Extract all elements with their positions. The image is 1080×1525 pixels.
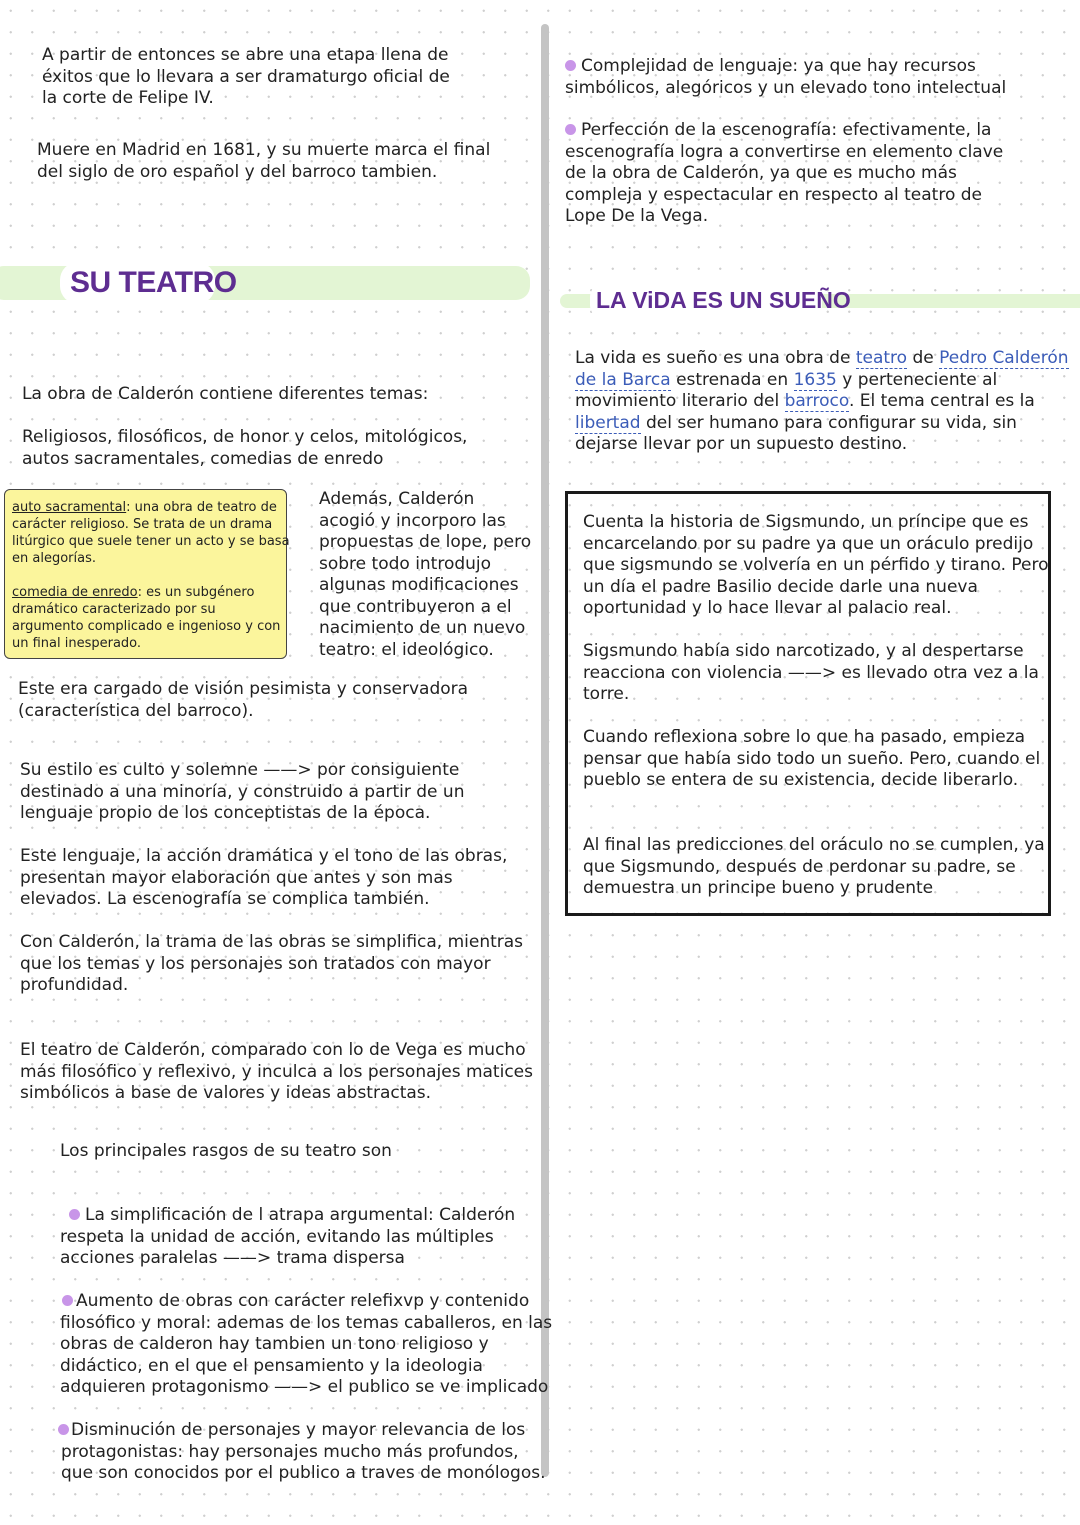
rasgos-intro: Los principales rasgos de su teatro son: [60, 1141, 392, 1161]
intro-paragraph: A partir de entonces se abre una etapa llena de éxitos que lo llevara a ser dramaturgo oficial de la corte de Felipe IV.: [42, 45, 450, 108]
rasgo-bullet-aumento: Aumento de obras con carácter relefixvp y contenido filosófico y moral: ademas de los temas caballeros, en las obras de calderon hay tambien un tono religioso y didáctico, en el que el pensamiento y la ideologia adquieren protagonismo ——> el publico se ve implicado: [60, 1291, 553, 1397]
link-de-la-barca[interactable]: de la Barca: [575, 369, 671, 390]
pesimista-paragraph: Este era cargado de visión pesimista y conservadora (característica del barroco).: [18, 679, 469, 721]
bullet-dot-icon: [62, 1295, 73, 1306]
lenguaje-paragraph: Este lenguaje, la acción dramática y el tono de las obras, presentan mayor elaboración que antes y son mas elevados. La escenografía se complica también.: [20, 846, 508, 909]
story-paragraph-4: Al final las predicciones del oráculo no se cumplen, ya que Sigsmundo, después de perdonar su padre, se demuestra un principe bueno y prudente: [583, 835, 1045, 898]
link-libertad[interactable]: libertad: [575, 412, 641, 433]
link-1635[interactable]: 1635: [793, 369, 837, 390]
ademas-paragraph: Además, Calderón acogió y incorporo las propuestas de lope, pero sobre todo introdujo algunas modificaciones que contribuyeron a el nacimiento de un nuevo teatro: el ideológico.: [319, 489, 532, 660]
column-divider: [541, 24, 549, 1477]
death-paragraph: Muere en Madrid en 1681, y su muerte marca el final del siglo de oro español y del barroco tambien.: [37, 140, 491, 182]
bullet-dot-icon: [565, 60, 576, 71]
section-heading-su-teatro: SU TEATRO: [70, 266, 237, 299]
story-paragraph-1: Cuenta la historia de Sigsmundo, un príncipe que es encarcelando por su padre ya que un oráculo predijo que sigsmundo se volvería en un pérfido y tirano. Pero un día el padre Basilio decide darle una nueva oportunidad y lo hace llevar al palacio real.: [583, 512, 1049, 618]
section-heading-la-vida-es-un-sueno: LA ViDA ES UN SUEÑO: [596, 287, 851, 313]
themes-intro: La obra de Calderón contiene diferentes temas:: [22, 384, 429, 404]
estilo-paragraph: Su estilo es culto y solemne ——> por consiguiente destinado a una minoría, y construido a partir de un lenguaje propio de los conceptistas de la época.: [20, 760, 465, 823]
trama-paragraph: Con Calderón, la trama de las obras se simplifica, mientras que los temas y los personajes son tratados con mayor profundidad.: [20, 932, 524, 995]
rasgo-bullet-perfeccion: Perfección de la escenografía: efectivamente, la escenografía logra a convertirse en elemento clave de la obra de Calderón, ya que es mucho más compleja y espectacular en respecto al teatro de Lope De la Vega.: [565, 120, 1004, 226]
rasgo-bullet-simplificacion: La simplificación de l atrapa argumental: Calderón respeta la unidad de acción, evitando las múltiples acciones paralelas ——> trama dispersa: [60, 1205, 516, 1268]
themes-list: Religiosos, filosóficos, de honor y celos, mitológicos, autos sacramentales, comedias de enredo: [22, 427, 468, 469]
bullet-dot-icon: [58, 1424, 69, 1435]
comparado-paragraph: El teatro de Calderón, comparado con lo de Vega es mucho más filosófico y reflexivo, y inculca a los personajes matices simbólicos a base de valores y ideas abstractas.: [20, 1040, 533, 1103]
link-barroco[interactable]: barroco: [784, 391, 849, 411]
story-paragraph-2: Sigsmundo había sido narcotizado, y al despertarse reacciona con violencia ——> es llevado otra vez a la torre.: [583, 641, 1039, 704]
bullet-dot-icon: [69, 1209, 80, 1220]
link-pedro-calderon[interactable]: Pedro Calderón: [939, 348, 1069, 368]
definitions-sticky-note: [4, 489, 290, 659]
rasgo-bullet-complejidad: Complejidad de lenguaje: ya que hay recursos simbólicos, alegóricos y un elevado tono intelectual: [565, 56, 1007, 98]
auto-sacramental-definition: auto sacramental: una obra de teatro de carácter religioso. Se trata de un drama litúrgico que suele tener un acto y se basa en alegorías.: [12, 500, 290, 566]
bullet-dot-icon: [565, 124, 576, 135]
comedia-de-enredo-definition: comedia de enredo: es un subgénero dramático caracterizado por su argumento complicado e ingenioso y con un final inesperado.: [12, 585, 281, 651]
summary-paragraph: La vida es sueño es una obra de teatro de Pedro Calderón de la Barca estrenada en 1635 y perteneciente al movimiento literario del barroco. El tema central es la libertad del ser humano para configurar su vida, sin dejarse llevar por un supuesto destino.: [575, 348, 1069, 454]
rasgo-bullet-disminucion: Disminución de personajes y mayor relevancia de los protagonistas: hay personajes mucho más profundos, que son conocidos por el publico a traves de monólogos.: [58, 1420, 545, 1485]
story-paragraph-3: Cuando reflexiona sobre lo que ha pasado, empieza pensar que había sido todo un sueño. Pero, cuando el pueblo se entera de su existencia, decide liberarlo.: [583, 727, 1041, 790]
link-teatro[interactable]: teatro: [855, 348, 908, 368]
